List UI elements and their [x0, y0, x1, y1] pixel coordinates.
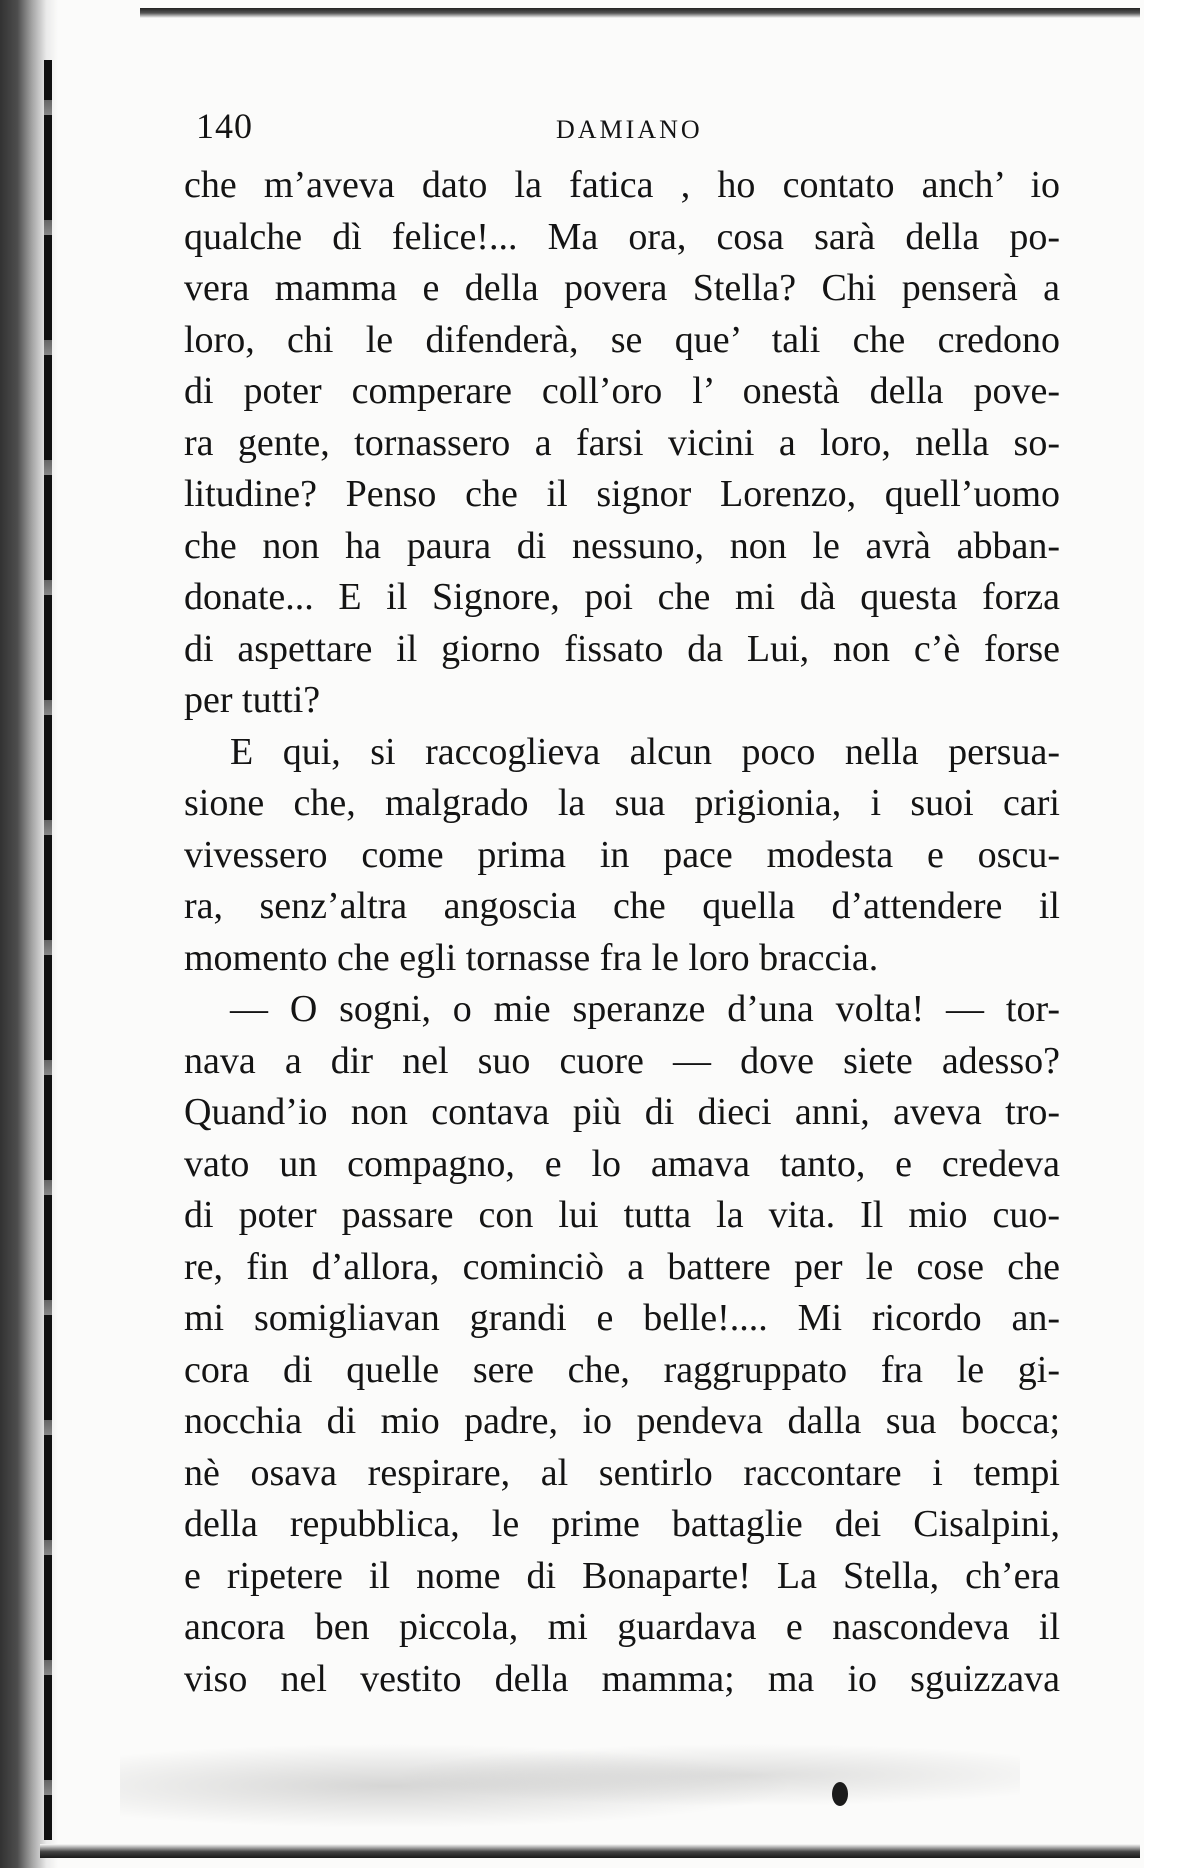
text-line: che non ha paura di nessuno, non le avrà abban- [184, 524, 1060, 567]
scan-bottom-edge [40, 1844, 1140, 1858]
text-line: vivessero come prima in pace modesta e oscu- [184, 833, 1060, 876]
text-line: nocchia di mio padre, io pendeva dalla sua bocca; [184, 1400, 1060, 1442]
running-head [196, 104, 1036, 154]
text-line: per tutti? [184, 679, 321, 721]
text-line: nava a dir nel suo cuore — dove siete adesso? [184, 1039, 1060, 1082]
text-line: nè osava respirare, al sentirlo raccontare i tempi [184, 1451, 1060, 1494]
text-line: che m’aveva dato la fatica , ho contato anch’ io [184, 164, 1060, 206]
text-line: cora di quelle sere che, raggruppato fra le gi- [184, 1348, 1060, 1391]
page-number: 140 [196, 106, 253, 146]
text-line: viso nel vestito della mamma; ma io sguizzava [184, 1657, 1060, 1700]
text-line: Quand’io non contava più di dieci anni, aveva tro- [184, 1091, 1060, 1133]
running-title: DAMIANO [556, 115, 703, 144]
paragraph-start-line: — O sogni, o mie speranze d’una volta! — tor- [230, 988, 1060, 1030]
text-line: litudine? Penso che il signor Lorenzo, quell’uomo [184, 473, 1060, 515]
text-line: ra, senz’altra angoscia che quella d’attendere il [184, 885, 1060, 927]
text-line: di poter comperare coll’oro l’ onestà della pove- [184, 370, 1060, 412]
text-line: loro, chi le difenderà, se que’ tali che credono [184, 318, 1060, 361]
text-line: e ripetere il nome di Bonaparte! La Stella, ch’era [184, 1554, 1060, 1597]
body-text [184, 160, 1060, 1705]
scan-top-edge [140, 8, 1140, 18]
text-line: donate... E il Signore, poi che mi dà questa forza [184, 576, 1060, 618]
text-line: mi somigliavan grandi e belle!.... Mi ricordo an- [184, 1297, 1060, 1339]
ink-blot [832, 1782, 848, 1806]
text-line: sione che, malgrado la sua prigionia, i suoi cari [184, 782, 1060, 824]
scan-noise [120, 1720, 1020, 1830]
text-line: ancora ben piccola, mi guardava e nascondeva il [184, 1606, 1060, 1648]
text-line: della repubblica, le prime battaglie dei Cisalpini, [184, 1503, 1060, 1545]
text-line: ra gente, tornassero a farsi vicini a loro, nella so- [184, 421, 1060, 464]
text-line: vera mamma e della povera Stella? Chi penserà a [184, 267, 1060, 309]
text-line: re, fin d’allora, cominciò a battere per le cose che [184, 1245, 1060, 1288]
paragraph-start-line: E qui, si raccoglieva alcun poco nella persua- [230, 730, 1060, 773]
scan-right-margin [1144, 0, 1180, 1868]
text-line: qualche dì felice!... Ma ora, cosa sarà della po- [184, 215, 1060, 258]
scan-binding-edge [44, 60, 52, 1840]
text-line: di aspettare il giorno fissato da Lui, non c’è forse [184, 627, 1060, 670]
text-line: momento che egli tornasse fra le loro braccia. [184, 936, 879, 979]
text-line: di poter passare con lui tutta la vita. Il mio cuo- [184, 1194, 1060, 1236]
text-line: vato un compagno, e lo amava tanto, e credeva [184, 1142, 1060, 1185]
